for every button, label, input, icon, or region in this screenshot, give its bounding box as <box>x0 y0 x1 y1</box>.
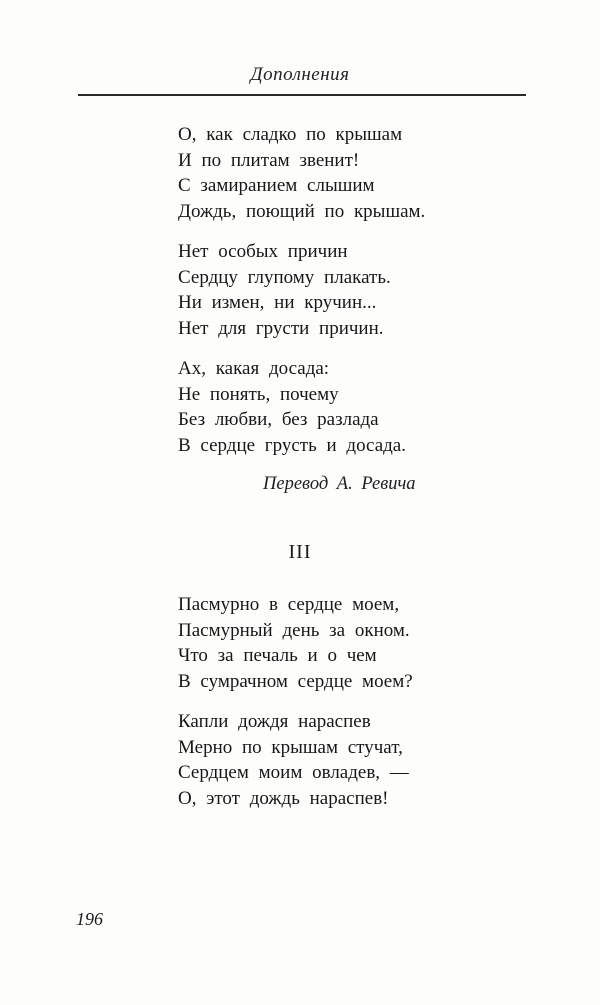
book-page <box>0 64 600 1005</box>
stanza <box>178 356 600 458</box>
stanza <box>178 239 600 341</box>
poem-line: Пасмурный день за окном. <box>178 619 410 641</box>
poem-line: С замиранием слышим <box>178 175 375 196</box>
poem-line: Не понять, почему <box>178 383 339 405</box>
poem-line: Сердцу глупому плакать. <box>178 266 391 288</box>
translator-attribution: Перевод А. Ревича <box>263 474 416 494</box>
poem-line: Сердцем моим овладев, — <box>178 762 409 783</box>
stanza <box>178 122 600 224</box>
running-header: Дополнения <box>250 64 350 85</box>
poem-line: Дождь, поющий по крышам. <box>178 200 426 222</box>
poem-line: О, этот дождь нараспев! <box>178 787 389 809</box>
poem-line: В сердце грусть и досада. <box>178 434 406 456</box>
stanza <box>178 592 600 694</box>
poem-line: Капли дождя нараспев <box>178 711 371 732</box>
poem-line: Без любви, без разлада <box>178 409 379 430</box>
poem-sections <box>0 122 600 811</box>
header-rule <box>78 94 526 96</box>
poem-line: Что за печаль и о чем <box>178 645 377 666</box>
poem-line: Нет для грусти причин. <box>178 317 384 339</box>
poem-line: Пасмурно в сердце моем, <box>178 594 400 615</box>
page-number: 196 <box>76 909 103 929</box>
stanza <box>178 709 600 811</box>
poem-line: О, как сладко по крышам <box>178 124 403 145</box>
poem-line: Ах, какая досада: <box>178 358 330 379</box>
poem-line: Нет особых причин <box>178 241 348 262</box>
poem-line: Мерно по крышам стучат, <box>178 736 403 758</box>
section-heading: III <box>288 541 312 563</box>
poem-line: И по плитам звенит! <box>178 149 360 171</box>
poem-line: В сумрачном сердце моем? <box>178 670 413 692</box>
poem-line: Ни измен, ни кручин... <box>178 292 377 313</box>
